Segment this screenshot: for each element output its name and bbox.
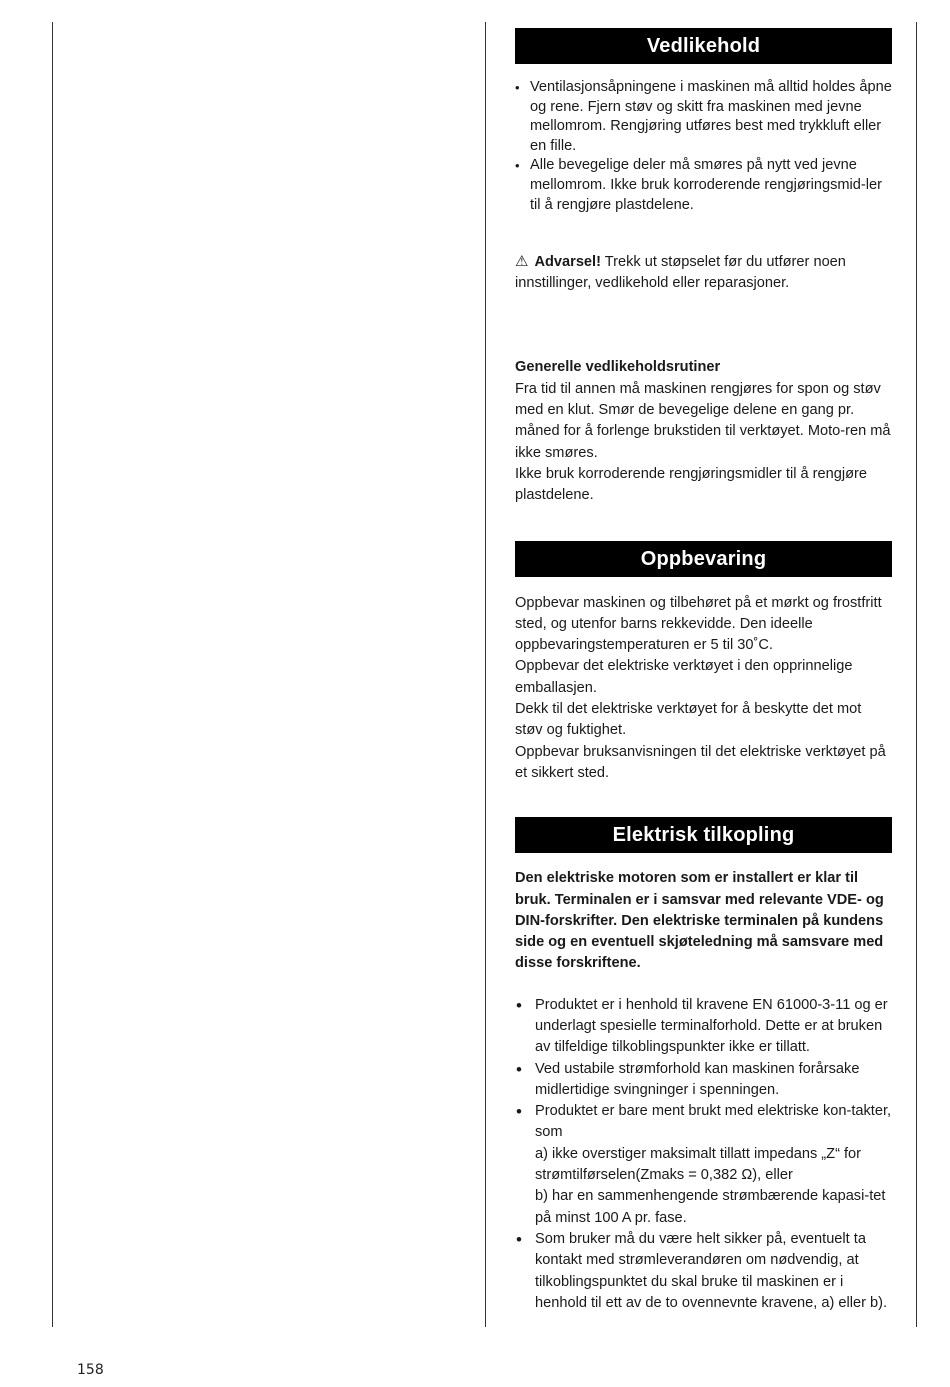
left-margin-rule [52,22,53,1327]
paragraph: Ikke bruk korroderende rengjøringsmidler til å rengjøre plastdelene. [515,465,868,504]
page-number: 158 [77,1362,104,1378]
storage-text [515,593,892,785]
warning-text: Trekk ut støpselet før du utfører noen innstillinger, vedlikehold eller reparasjoner. [515,254,846,292]
paragraph: Dekk til det elektriske verktøyet for å beskytte det mot støv og fuktighet. [515,701,862,739]
general-maintenance-heading: Generelle vedlikeholdsrutiner [515,358,721,375]
warning-label: Advarsel! [534,254,601,271]
warning-triangle-icon: ⚠ [515,253,529,271]
list-item: • Alle bevegelige deler må smøres på nytt ved jevne mellomrom. Ikke bruk korroderende rengjøringsmid-ler til å rengjøre plastdelene. [515,156,892,215]
maintenance-bullet-list [515,78,892,215]
list-item: • Ved ustabile strømforhold kan maskinen forårsake midlertidige svingninger i spenningen. [515,1059,892,1102]
list-item: • Ventilasjonsåpningene i maskinen må alltid holdes åpne og rene. Fjern støv og skitt fra maskinen med jevne mellomrom. Rengjøring utføres best med trykkluft eller en fille. [515,78,892,156]
maintenance-heading: Vedlikehold [515,28,892,64]
right-column [515,28,892,1314]
storage-heading: Oppbevaring [515,541,892,577]
center-divider-rule [485,22,486,1327]
list-item: • Produktet er i henhold til kravene EN 61000-3-11 og er underlagt spesielle terminalforhold. Dette er at bruken av tilfeldige tilkoblingspunkter ikke er tillatt. [515,995,892,1059]
list-item [515,1101,892,1229]
list-item: • Som bruker må du være helt sikker på, eventuelt ta kontakt med strømleverandøren om nødvendig, at tilkoblingspunktet du skal bruke til maskinen er i henhold til ett av de to ovennevnte kravene, a) eller b). [515,1229,892,1314]
list-item-sub-a: a) ikke overstiger maksimalt tillatt impedans „Z“ for strømtilførselen(Zmaks = 0,382 Ω), eller [535,1145,862,1184]
warning-note [515,251,892,295]
paragraph: Oppbevar maskinen og tilbehøret på et mørkt og frostfritt sted, og utenfor barns rekkevidde. Den ideelle oppbevaringstemperaturen er 5 til 30˚C. [515,594,882,654]
paragraph: Oppbevar det elektriske verktøyet i den opprinnelige emballasjen. [515,658,853,696]
paragraph: Fra tid til annen må maskinen rengjøres for spon og støv med en klut. Smør de bevegelige delene en gang pr. måned for å forlenge brukstiden til verktøyet. Moto-ren må ikke smøres. [515,380,891,461]
paragraph: Oppbevar bruksanvisningen til det elektriske verktøyet på et sikkert sted. [515,743,886,781]
list-item-sub-b: b) har en sammenhengende strømbærende kapasi-tet på minst 100 A pr. fase. [535,1188,886,1226]
electrical-bullet-list [515,995,892,1314]
right-margin-rule [916,22,917,1327]
general-maintenance-text [515,379,892,507]
electrical-heading: Elektrisk tilkopling [515,817,892,853]
list-item-text: • Produktet er bare ment brukt med elektriske kon-takter, som [535,1103,892,1141]
electrical-intro: Den elektriske motoren som er installert er klar til bruk. Terminalen er i samsvar med relevante VDE- og DIN-forskrifter. Den elektriske terminalen på kundens side og en eventuell skjøteledning må samsvare med disse forskriftene. [515,870,884,972]
